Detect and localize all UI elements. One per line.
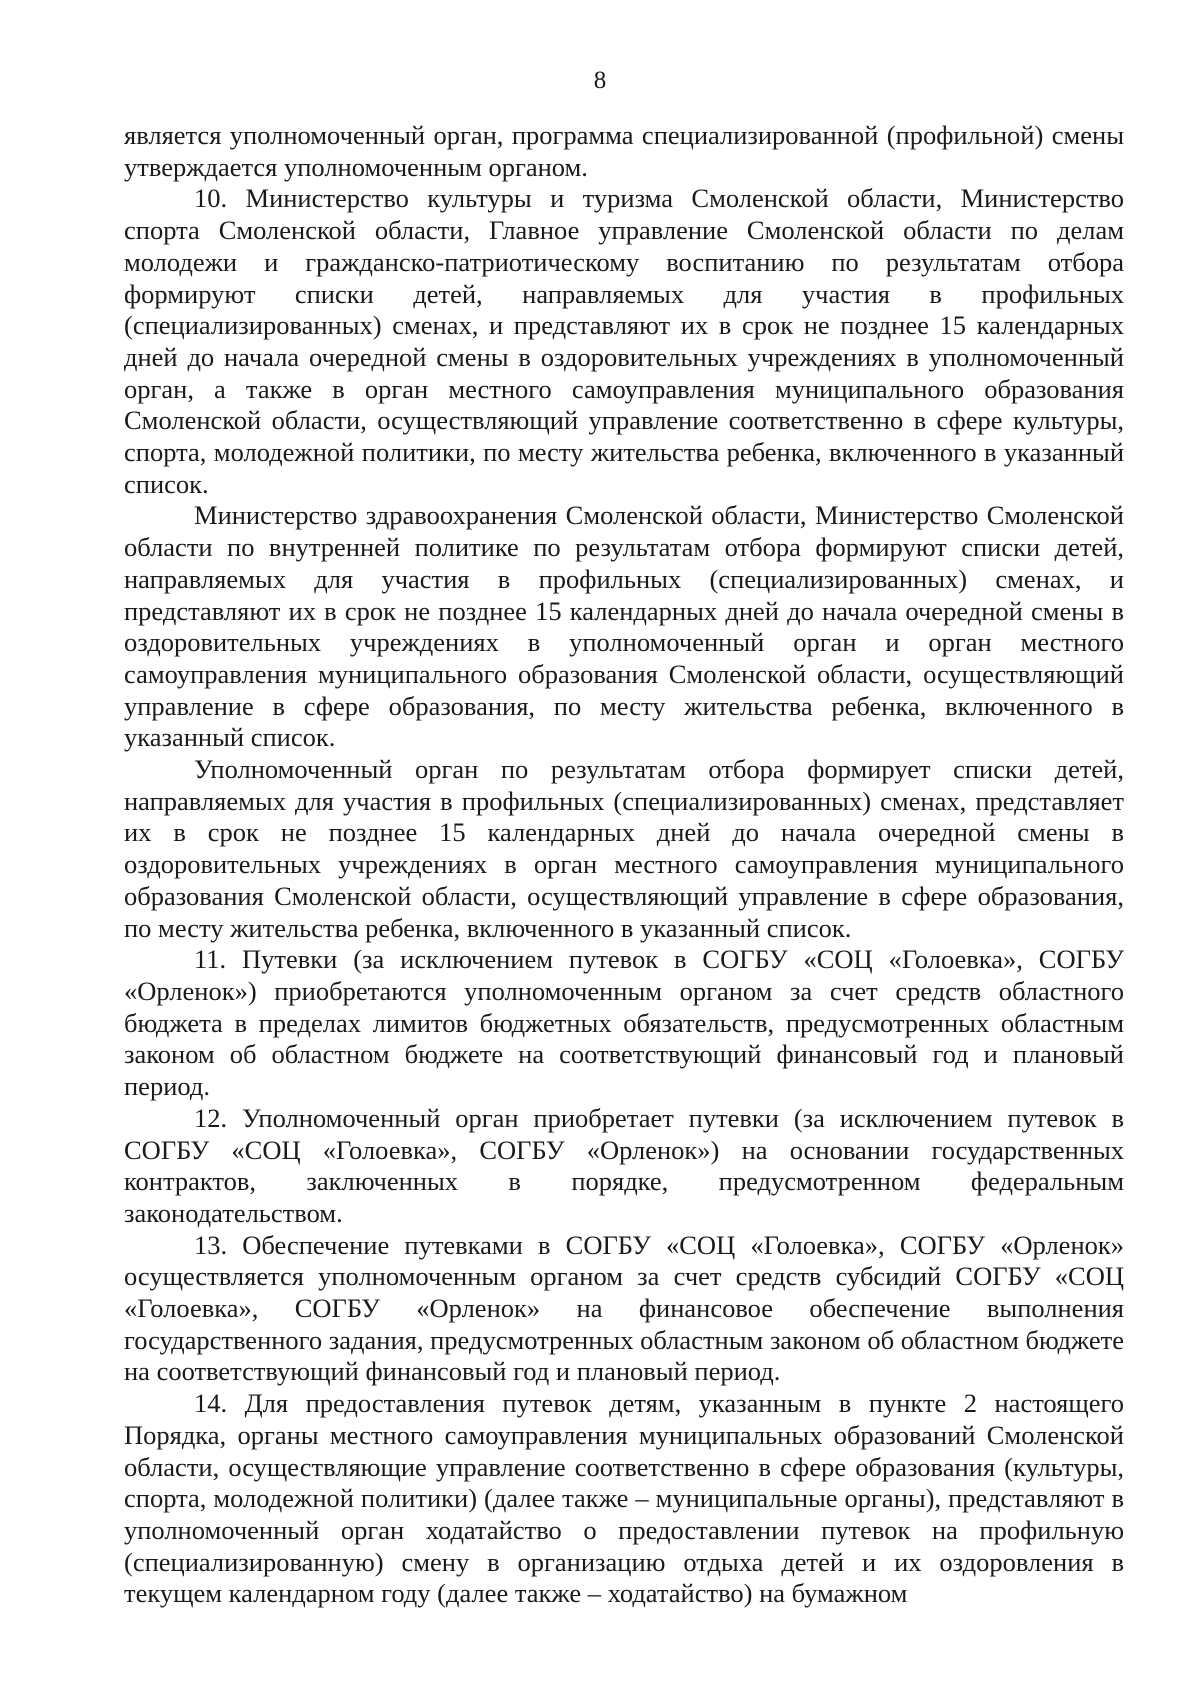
page-number: 8	[593, 67, 607, 94]
paragraph-item-14: 14. Для предоставления путевок детям, указанным в пункте 2 настоящего Порядка, органы местного самоуправления муниципальных образований Смоленской области, осуществляющие управление соответственно в сфере образования (культуры, спорта, молодежной политики) (далее также – муниципальные органы), представляют в уполномоченный орган ходатайство о предоставлении путевок на профильную (специализированную) смену в организацию отдыха детей и их оздоровления в текущем календарном году (далее также – ходатайство) на бумажном	[124, 1388, 1124, 1609]
paragraph-item-10: 10. Министерство культуры и туризма Смоленской области, Министерство спорта Смоленской области, Главное управление Смоленской области по делам молодежи и гражданско-патриотическому воспитанию по результатам отбора формируют списки детей, направляемых для участия в профильных (специализированных) сменах, и представляют их в срок не позднее 15 календарных дней до начала очередной смены в оздоровительных учреждениях в уполномоченный орган, а также в орган местного самоуправления муниципального образования Смоленской области, осуществляющий управление соответственно в сфере культуры, спорта, молодежной политики, по месту жительства ребенка, включенного в указанный список.	[124, 183, 1124, 499]
paragraph-continuation: является уполномоченный орган, программа специализированной (профильной) смены утверждается уполномоченным органом.	[124, 120, 1124, 182]
paragraph-item-10-health-ministry: Министерство здравоохранения Смоленской области, Министерство Смоленской области по внутренней политике по результатам отбора формируют списки детей, направляемых для участия в профильных (специализированных) сменах, и представляют их в срок не позднее 15 календарных дней до начала очередной смены в оздоровительных учреждениях в уполномоченный орган и орган местного самоуправления муниципального образования Смоленской области, осуществляющий управление в сфере образования, по месту жительства ребенка, включенного в указанный список.	[124, 500, 1124, 753]
paragraph-item-11: 11. Путевки (за исключением путевок в СОГБУ «СОЦ «Голоевка», СОГБУ «Орленок») приобретаются уполномоченным органом за счет средств областного бюджета в пределах лимитов бюджетных обязательств, предусмотренных областным законом об областном бюджете на соответствующий финансовый год и плановый период.	[124, 944, 1124, 1102]
paragraph-item-13: 13. Обеспечение путевками в СОГБУ «СОЦ «Голоевка», СОГБУ «Орленок» осуществляется уполномоченным органом за счет средств субсидий СОГБУ «СОЦ «Голоевка», СОГБУ «Орленок» на финансовое обеспечение выполнения государственного задания, предусмотренных областным законом об областном бюджете на соответствующий финансовый год и плановый период.	[124, 1229, 1124, 1387]
paragraph-item-12: 12. Уполномоченный орган приобретает путевки (за исключением путевок в СОГБУ «СОЦ «Голоевка», СОГБУ «Орленок») на основании государственных контрактов, заключенных в порядке, предусмотренном федеральным законодательством.	[124, 1102, 1124, 1228]
document-body	[124, 120, 1124, 1610]
paragraph-item-10-authorized-body: Уполномоченный орган по результатам отбора формирует списки детей, направляемых для участия в профильных (специализированных) сменах, представляет их в срок не позднее 15 календарных дней до начала очередной смены в оздоровительных учреждениях в орган местного самоуправления муниципального образования Смоленской области, осуществляющий управление в сфере образования, по месту жительства ребенка, включенного в указанный список.	[124, 754, 1124, 943]
